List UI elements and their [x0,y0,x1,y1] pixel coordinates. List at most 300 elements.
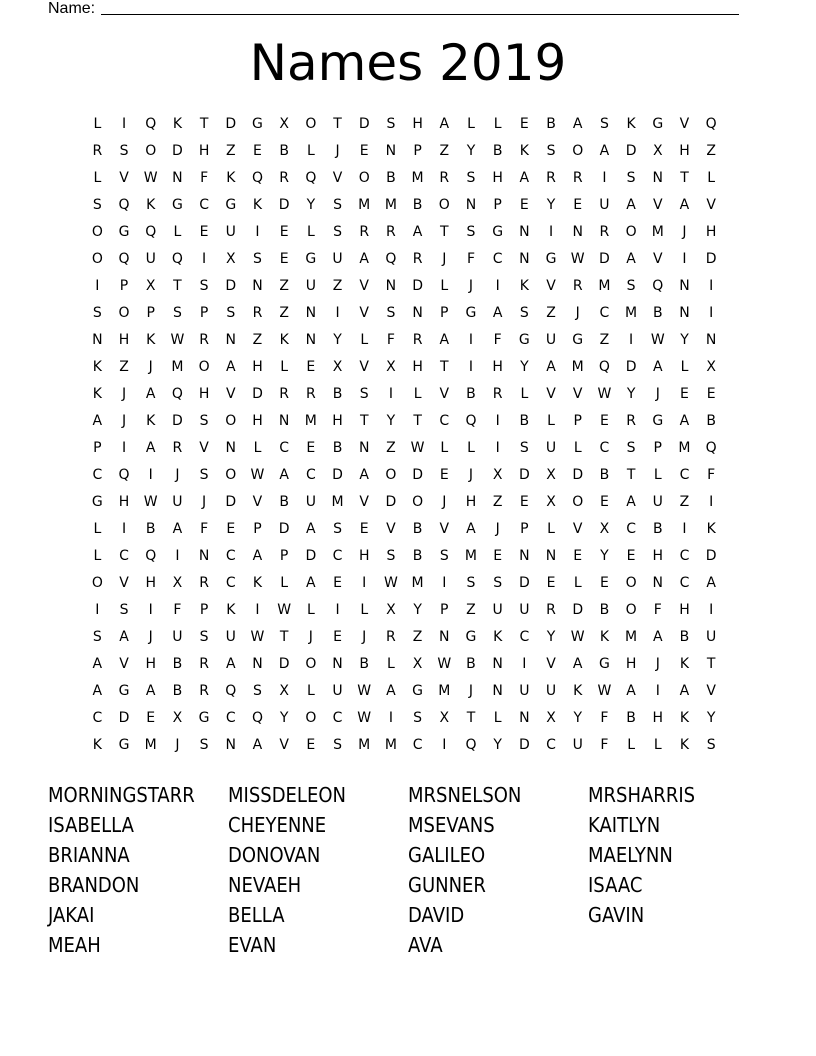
grid-letter[interactable]: I [95,602,100,618]
grid-letter[interactable]: N [519,710,530,726]
grid-letter[interactable]: S [92,197,102,213]
grid-letter[interactable]: C [332,710,343,726]
grid-letter[interactable]: C [519,629,530,645]
grid-letter[interactable]: C [679,575,690,591]
grid-letter[interactable]: O [358,170,370,186]
grid-letter[interactable]: S [253,251,262,267]
grid-letter[interactable]: Z [412,629,423,645]
grid-letter[interactable]: K [146,197,156,213]
grid-letter[interactable]: F [600,737,609,753]
grid-letter[interactable]: L [493,710,502,726]
grid-letter[interactable]: Q [145,548,157,564]
grid-letter[interactable]: I [495,278,500,294]
grid-letter[interactable]: A [599,143,610,159]
grid-letter[interactable]: K [626,116,636,132]
grid-letter[interactable]: V [386,521,396,537]
grid-letter[interactable]: E [359,143,369,159]
grid-letter[interactable]: L [93,116,102,132]
grid-letter[interactable]: R [439,170,450,186]
grid-letter[interactable]: Q [171,251,183,267]
grid-letter[interactable]: Q [652,278,664,294]
grid-letter[interactable]: Y [573,710,582,726]
grid-letter[interactable]: A [92,656,103,672]
grid-letter[interactable]: U [545,683,557,699]
grid-letter[interactable]: J [335,143,340,159]
grid-letter[interactable]: Z [119,359,129,375]
grid-letter[interactable]: I [362,575,367,591]
grid-letter[interactable]: E [279,224,289,240]
grid-letter[interactable]: X [386,359,396,375]
grid-letter[interactable]: N [412,305,423,321]
grid-letter[interactable]: X [279,116,289,132]
grid-letter[interactable]: I [255,602,260,618]
grid-letter[interactable]: W [383,575,398,591]
grid-letter[interactable]: T [440,224,449,240]
grid-letter[interactable]: M [304,413,317,429]
grid-letter[interactable]: L [627,737,635,753]
grid-letter[interactable]: J [655,656,660,672]
grid-letter[interactable]: A [252,548,263,564]
grid-letter[interactable]: H [145,575,156,591]
grid-letter[interactable]: D [599,251,610,267]
grid-letter[interactable]: J [682,224,687,240]
grid-letter[interactable]: H [465,494,477,510]
grid-letter[interactable]: A [306,575,316,591]
grid-letter[interactable]: B [279,494,289,510]
grid-letter[interactable]: H [652,710,664,726]
grid-letter[interactable]: A [626,683,636,699]
grid-letter[interactable]: A [439,332,450,348]
grid-letter[interactable]: P [440,305,449,321]
grid-letter[interactable]: N [92,332,103,348]
grid-letter[interactable]: A [252,737,263,753]
grid-letter[interactable]: U [545,332,557,348]
grid-letter[interactable]: K [146,332,156,348]
grid-letter[interactable]: N [519,251,530,267]
grid-letter[interactable]: V [225,386,236,402]
grid-letter[interactable]: Q [705,440,717,456]
grid-letter[interactable]: C [92,710,103,726]
grid-letter[interactable]: K [706,521,716,537]
grid-letter[interactable]: I [442,575,447,591]
grid-letter[interactable]: F [600,710,609,726]
grid-letter[interactable]: Y [706,710,716,726]
grid-letter[interactable]: N [358,440,370,456]
grid-letter[interactable]: E [279,251,289,267]
grid-letter[interactable]: E [226,521,236,537]
grid-letter[interactable]: M [678,440,691,456]
grid-letter[interactable]: R [412,251,423,267]
grid-letter[interactable]: K [226,602,236,618]
grid-letter[interactable]: C [199,197,209,213]
grid-letter[interactable]: R [359,224,370,240]
grid-letter[interactable]: H [332,413,343,429]
grid-letter[interactable]: V [652,251,663,267]
grid-letter[interactable]: V [572,521,583,537]
grid-letter[interactable]: O [91,251,103,267]
grid-letter[interactable]: A [572,116,583,132]
grid-letter[interactable]: L [653,737,662,753]
grid-letter[interactable]: N [252,278,263,294]
grid-letter[interactable]: D [172,143,183,159]
grid-letter[interactable]: I [548,224,554,240]
grid-letter[interactable]: B [412,197,423,213]
grid-letter[interactable]: L [173,224,182,240]
grid-letter[interactable]: O [572,494,584,510]
grid-letter[interactable]: N [465,197,477,213]
grid-letter[interactable]: Z [252,332,263,348]
grid-letter[interactable]: T [466,710,476,726]
grid-letter[interactable]: S [199,467,209,483]
grid-letter[interactable]: P [199,602,209,618]
grid-letter[interactable]: M [411,575,424,591]
grid-letter[interactable]: A [359,251,369,267]
grid-letter[interactable]: L [467,440,475,456]
grid-letter[interactable]: J [575,305,580,321]
grid-letter[interactable]: K [172,116,182,132]
grid-letter[interactable]: W [597,683,612,699]
grid-letter[interactable]: F [173,602,182,618]
grid-letter[interactable]: D [625,359,637,375]
grid-letter[interactable]: V [359,278,369,294]
grid-letter[interactable]: C [332,548,343,564]
grid-letter[interactable]: Z [225,143,236,159]
grid-letter[interactable]: A [306,521,316,537]
grid-letter[interactable]: D [572,602,584,618]
grid-letter[interactable]: T [333,116,342,132]
grid-letter[interactable]: X [172,575,183,591]
grid-letter[interactable]: D [278,521,290,537]
grid-letter[interactable]: Q [225,683,237,699]
grid-letter[interactable]: I [121,440,127,456]
grid-letter[interactable]: R [546,170,556,186]
grid-letter[interactable]: E [493,548,503,564]
grid-letter[interactable]: E [359,521,369,537]
grid-letter[interactable]: T [199,116,209,132]
grid-letter[interactable]: K [573,683,583,699]
grid-letter[interactable]: S [386,548,396,564]
grid-letter[interactable]: V [679,116,690,132]
grid-letter[interactable]: V [359,359,369,375]
grid-letter[interactable]: I [629,332,634,348]
grid-letter[interactable]: R [572,278,583,294]
grid-letter[interactable]: T [413,413,422,429]
grid-letter[interactable]: X [546,467,556,483]
grid-letter[interactable]: O [225,413,237,429]
grid-letter[interactable]: P [413,143,422,159]
grid-letter[interactable]: M [144,737,157,753]
grid-letter[interactable]: G [118,683,130,699]
grid-letter[interactable]: E [519,116,529,132]
grid-letter[interactable]: D [278,197,290,213]
grid-letter[interactable]: Q [305,170,317,186]
grid-letter[interactable]: I [709,305,714,321]
grid-letter[interactable]: Q [251,710,263,726]
grid-letter[interactable]: K [679,737,690,753]
grid-letter[interactable]: B [652,305,663,321]
grid-letter[interactable]: G [518,332,530,348]
grid-letter[interactable]: Y [466,143,476,159]
grid-letter[interactable]: K [92,359,102,375]
grid-letter[interactable]: H [492,170,503,186]
grid-letter[interactable]: L [547,521,555,537]
grid-letter[interactable]: G [412,683,424,699]
grid-letter[interactable]: D [518,575,530,591]
grid-letter[interactable]: M [464,548,478,564]
grid-letter[interactable]: Y [493,737,502,753]
grid-letter[interactable]: D [518,467,530,483]
grid-letter[interactable]: H [145,656,156,672]
grid-letter[interactable]: I [202,251,207,267]
grid-letter[interactable]: G [492,224,504,240]
grid-letter[interactable]: B [412,548,423,564]
grid-letter[interactable]: D [278,656,290,672]
grid-letter[interactable]: B [706,413,716,429]
grid-letter[interactable]: Q [251,170,263,186]
grid-letter[interactable]: W [277,602,292,618]
grid-letter[interactable]: H [625,656,637,672]
grid-letter[interactable]: H [412,359,423,375]
name-field[interactable] [48,0,739,18]
grid-letter[interactable]: A [626,494,636,510]
grid-letter[interactable]: L [93,521,102,537]
grid-letter[interactable]: T [359,413,369,429]
grid-letter[interactable]: U [172,629,183,645]
grid-letter[interactable]: E [253,143,262,159]
grid-letter[interactable]: N [652,170,664,186]
grid-letter[interactable]: N [519,224,530,240]
grid-letter[interactable]: I [388,386,393,402]
grid-letter[interactable]: Q [145,224,157,240]
grid-letter[interactable]: S [439,548,449,564]
grid-letter[interactable]: B [599,602,610,618]
grid-letter[interactable]: N [225,737,237,753]
grid-letter[interactable]: T [279,629,289,645]
grid-letter[interactable]: V [546,656,556,672]
grid-letter[interactable]: J [121,413,127,429]
grid-letter[interactable]: R [279,386,290,402]
grid-letter[interactable]: N [278,413,290,429]
grid-letter[interactable]: S [599,116,609,132]
grid-letter[interactable]: M [331,494,344,510]
grid-letter[interactable]: Z [279,278,289,294]
grid-letter[interactable]: M [171,359,184,375]
grid-letter[interactable]: A [679,197,690,213]
grid-letter[interactable]: G [652,413,664,429]
grid-letter[interactable]: E [333,575,342,591]
grid-letter[interactable]: G [225,197,237,213]
grid-letter[interactable]: C [679,467,690,483]
grid-letter[interactable]: V [546,278,556,294]
grid-letter[interactable]: T [680,170,689,186]
grid-letter[interactable]: A [572,656,583,672]
grid-letter[interactable]: V [119,575,129,591]
grid-letter[interactable]: U [172,494,183,510]
grid-letter[interactable]: L [493,116,502,132]
grid-letter[interactable]: A [546,359,556,375]
grid-letter[interactable]: A [225,359,236,375]
grid-letter[interactable]: J [655,386,660,402]
grid-letter[interactable]: C [305,467,316,483]
grid-letter[interactable]: E [573,197,583,213]
grid-letter[interactable]: G [652,116,664,132]
grid-letter[interactable]: U [225,224,236,240]
grid-letter[interactable]: I [495,440,500,456]
grid-letter[interactable]: T [173,278,182,294]
grid-letter[interactable]: X [225,251,236,267]
grid-letter[interactable]: E [306,737,316,753]
grid-letter[interactable]: X [386,602,396,618]
grid-letter[interactable]: V [359,494,369,510]
grid-letter[interactable]: S [119,602,129,618]
grid-letter[interactable]: F [466,251,475,267]
grid-letter[interactable]: U [519,602,530,618]
grid-letter[interactable]: O [305,116,317,132]
grid-letter[interactable]: G [118,737,130,753]
grid-letter[interactable]: G [171,197,183,213]
grid-letter[interactable]: V [652,197,663,213]
grid-letter[interactable]: M [625,305,638,321]
grid-letter[interactable]: S [333,224,342,240]
grid-letter[interactable]: B [332,440,343,456]
grid-letter[interactable]: L [440,278,449,294]
grid-letter[interactable]: J [468,467,474,483]
grid-letter[interactable]: U [652,494,663,510]
grid-letter[interactable]: N [305,332,317,348]
grid-letter[interactable]: U [305,278,316,294]
grid-letter[interactable]: N [439,629,450,645]
grid-letter[interactable]: X [546,710,556,726]
grid-letter[interactable]: Q [118,467,130,483]
grid-letter[interactable]: A [172,521,183,537]
grid-letter[interactable]: S [359,386,369,402]
grid-letter[interactable]: F [493,332,502,348]
grid-letter[interactable]: N [652,575,664,591]
grid-letter[interactable]: O [625,575,637,591]
grid-letter[interactable]: Z [439,143,450,159]
grid-letter[interactable]: D [518,737,530,753]
grid-letter[interactable]: V [572,386,583,402]
grid-letter[interactable]: I [148,467,153,483]
grid-letter[interactable]: C [412,737,423,753]
grid-letter[interactable]: O [118,305,130,321]
grid-letter[interactable]: G [572,332,584,348]
grid-letter[interactable]: Z [546,305,556,321]
grid-letter[interactable]: I [121,521,127,537]
grid-letter[interactable]: V [706,197,716,213]
grid-letter[interactable]: F [386,332,395,348]
grid-letter[interactable]: K [252,197,263,213]
grid-letter[interactable]: U [305,494,316,510]
grid-letter[interactable]: S [466,575,476,591]
grid-letter[interactable]: H [705,224,717,240]
grid-letter[interactable]: K [226,170,236,186]
grid-letter[interactable]: Z [466,602,476,618]
grid-letter[interactable]: A [466,521,476,537]
grid-letter[interactable]: L [280,575,289,591]
grid-letter[interactable]: E [306,440,316,456]
grid-letter[interactable]: L [306,683,315,699]
grid-letter[interactable]: W [570,251,585,267]
grid-letter[interactable]: L [520,386,529,402]
grid-letter[interactable]: P [440,602,449,618]
grid-letter[interactable]: O [625,224,637,240]
grid-letter[interactable]: L [280,359,289,375]
grid-letter[interactable]: W [357,710,372,726]
grid-letter[interactable]: M [598,278,611,294]
grid-letter[interactable]: S [626,440,636,456]
grid-letter[interactable]: N [198,548,210,564]
grid-letter[interactable]: B [652,521,663,537]
grid-letter[interactable]: D [172,413,183,429]
grid-letter[interactable]: D [225,278,237,294]
grid-letter[interactable]: H [252,413,263,429]
grid-letter[interactable]: Y [279,710,289,726]
grid-letter[interactable]: G [252,116,263,132]
grid-letter[interactable]: I [468,359,474,375]
grid-letter[interactable]: D [358,116,370,132]
grid-letter[interactable]: S [333,521,342,537]
grid-letter[interactable]: O [305,656,317,672]
grid-letter[interactable]: G [305,251,317,267]
grid-letter[interactable]: S [199,737,209,753]
grid-letter[interactable]: I [522,656,527,672]
grid-letter[interactable]: Y [386,413,396,429]
grid-letter[interactable]: G [198,710,210,726]
grid-letter[interactable]: X [706,359,716,375]
grid-letter[interactable]: A [92,683,103,699]
grid-letter[interactable]: C [92,467,103,483]
grid-letter[interactable]: A [386,683,396,699]
grid-letter[interactable]: X [145,278,156,294]
grid-letter[interactable]: U [545,440,557,456]
grid-letter[interactable]: B [519,413,530,429]
grid-letter[interactable]: X [332,359,343,375]
grid-letter[interactable]: A [679,683,690,699]
grid-letter[interactable]: I [709,602,714,618]
grid-letter[interactable]: C [546,737,556,753]
grid-letter[interactable]: E [706,386,716,402]
grid-letter[interactable]: P [520,521,529,537]
grid-letter[interactable]: R [199,332,209,348]
grid-letter[interactable]: D [118,710,130,726]
grid-letter[interactable]: E [306,359,316,375]
grid-letter[interactable]: X [412,656,423,672]
grid-letter[interactable]: B [546,116,556,132]
grid-letter[interactable]: N [545,548,557,564]
grid-letter[interactable]: M [411,170,424,186]
grid-letter[interactable]: C [439,413,450,429]
grid-letter[interactable]: L [707,170,716,186]
grid-letter[interactable]: A [145,683,156,699]
grid-letter[interactable]: U [599,197,610,213]
grid-letter[interactable]: D [625,143,637,159]
grid-letter[interactable]: N [225,332,237,348]
grid-letter[interactable]: K [679,710,690,726]
grid-letter[interactable]: W [410,440,425,456]
grid-letter[interactable]: U [332,251,343,267]
grid-letter[interactable]: Q [598,359,610,375]
grid-letter[interactable]: D [225,494,237,510]
grid-letter[interactable]: B [466,656,476,672]
grid-letter[interactable]: M [358,737,371,753]
grid-letter[interactable]: A [439,116,450,132]
grid-letter[interactable]: M [384,197,397,213]
grid-letter[interactable]: E [439,467,449,483]
grid-letter[interactable]: O [385,467,397,483]
grid-letter[interactable]: C [279,440,290,456]
grid-letter[interactable]: H [412,116,423,132]
